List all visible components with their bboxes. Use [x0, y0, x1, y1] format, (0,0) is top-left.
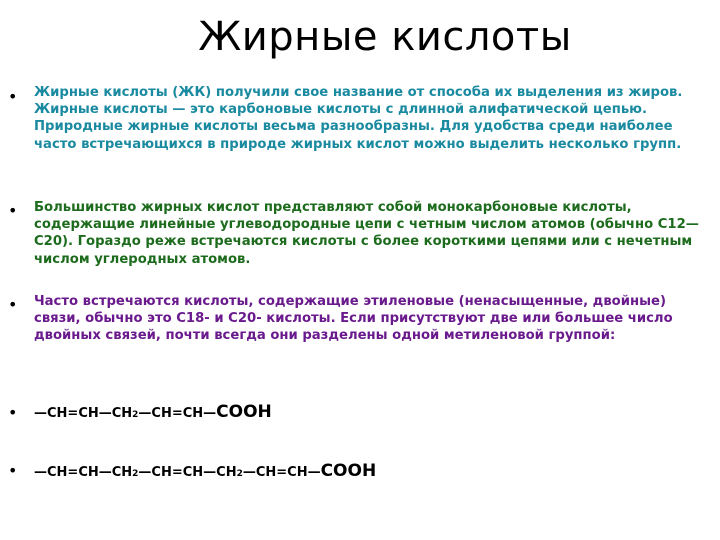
slide-title: Жирные кислоты [198, 14, 572, 60]
formula-2-sub1: 2 [132, 469, 139, 479]
bullet-marker-2: • [8, 201, 18, 220]
formula-1-cooh: COOH [216, 402, 272, 422]
formula-1-sub1: 2 [132, 410, 139, 420]
paragraph-2: Большинство жирных кислот представляют собой монокарбоновые кислоты, содержащие линейные углеводородные цепи с четным числом атомов (обычно С12—С20). Гораздо реже встречаются кислоты с более короткими цепями или с нечетным числом углеродных атомов. [34, 200, 699, 267]
bullet-marker-1: • [8, 87, 18, 106]
paragraph-3: Часто встречаются кислоты, содержащие этиленовые (ненасыщенные, двойные) связи, обычно это С18- и С20- кислоты. Если присутствуют две или большее число двойных связей, почти всегда они разделены одной метиленовой группой: [34, 294, 673, 344]
formula-2 [34, 461, 376, 481]
formula-1 [34, 402, 272, 422]
formula-2-cooh: COOH [320, 461, 377, 481]
formula-2-part1: —CH=CH—CH [34, 465, 133, 480]
bullet-marker-4: • [8, 403, 18, 422]
formula-1-part1: —CH=CH—CH [34, 406, 133, 421]
paragraph-1: Жирные кислоты (ЖК) получили свое название от способа их выделения из жиров. Жирные кислоты — это карбоновые кислоты с длинной алифатической цепью. Природные жирные кислоты весьма разнообразны. Для удобства среди наиболее часто встречающихся в природе жирных кислот можно выделить несколько групп. [34, 85, 683, 152]
formula-2-part2: —CH=CH—CH [138, 465, 237, 480]
bullet-marker-3: • [8, 295, 18, 314]
formula-2-part3: —CH=CH— [242, 465, 321, 480]
bullet-marker-5: • [8, 461, 18, 480]
formula-2-sub2: 2 [236, 469, 243, 479]
formula-1-part2: —CH=CH— [138, 406, 217, 421]
